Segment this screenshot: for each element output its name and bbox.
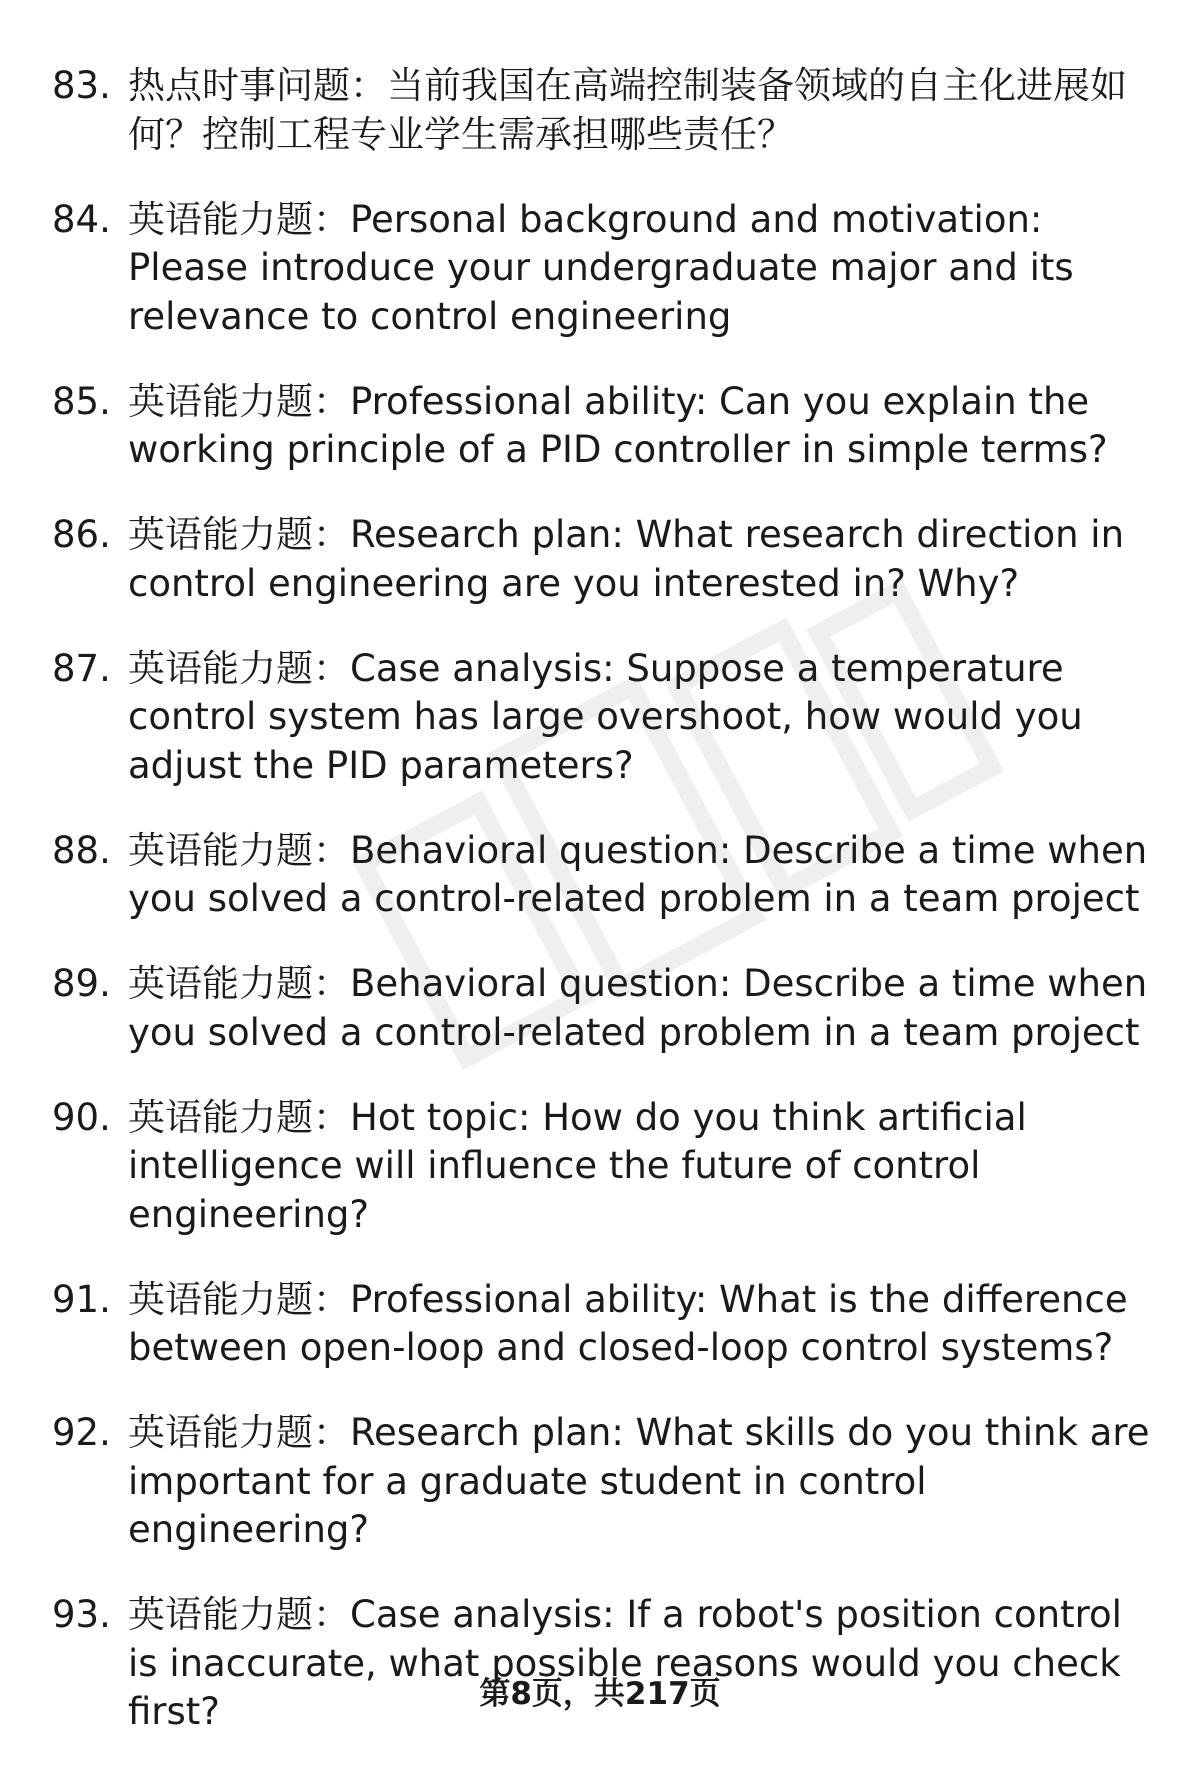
question-number: 85. — [52, 379, 111, 423]
question-number: 87. — [52, 646, 111, 690]
question-list — [0, 62, 1200, 1773]
question-item — [0, 196, 1200, 342]
question-text: 英语能力题：Behavioral question: Describe a time when you solved a control-related problem in a team project — [128, 828, 1148, 920]
question-item — [0, 1591, 1200, 1737]
question-number: 93. — [52, 1593, 111, 1636]
question-item — [0, 62, 1200, 159]
question-number: 89. — [52, 962, 111, 1005]
question-item — [0, 1094, 1200, 1240]
question-text: 英语能力题：Hot topic: How do you think artificial intelligence will influence the future of control engineering? — [128, 1095, 1027, 1236]
question-text: 英语能力题：Research plan: What research direction in control engineering are you interested in? Why? — [128, 513, 1125, 605]
question-text: 英语能力题：Personal background and motivation: Please introduce your undergraduate major and its relevance to control engineering — [128, 197, 1074, 338]
question-text: 英语能力题：Research plan: What skills do you think are important for a graduate student in control engineering? — [128, 1411, 1150, 1551]
question-item — [0, 960, 1200, 1057]
question-item — [0, 378, 1200, 475]
page-footer: 第8页，共217页 — [479, 1676, 721, 1712]
question-text: 英语能力题：Case analysis: If a robot's position control is inaccurate, what possible reasons would you check first? — [128, 1593, 1122, 1733]
question-text: 英语能力题：Professional ability: What is the difference between open-loop and closed-loop control systems? — [128, 1277, 1128, 1369]
question-item — [0, 1276, 1200, 1373]
question-number: 90. — [52, 1095, 111, 1139]
question-text: 热点时事问题：当前我国在高端控制装备领域的自主化进展如何？控制工程专业学生需承担哪些责任？ — [128, 64, 1127, 156]
question-item — [0, 645, 1200, 791]
question-item — [0, 1409, 1200, 1555]
question-number: 86. — [52, 513, 111, 556]
question-text: 英语能力题：Professional ability: Can you explain the working principle of a PID controller in simple terms? — [128, 379, 1108, 471]
question-number: 84. — [52, 197, 111, 241]
question-item — [0, 827, 1200, 924]
question-text: 英语能力题：Case analysis: Suppose a temperature control system has large overshoot, how would you adjust the PID parameters? — [128, 646, 1083, 787]
question-number: 83. — [52, 64, 111, 107]
question-item — [0, 511, 1200, 608]
question-text: 英语能力题：Behavioral question: Describe a time when you solved a control-related problem in a team project — [128, 962, 1148, 1054]
question-number: 92. — [52, 1411, 111, 1454]
question-number: 88. — [52, 828, 111, 872]
question-number: 91. — [52, 1277, 111, 1321]
